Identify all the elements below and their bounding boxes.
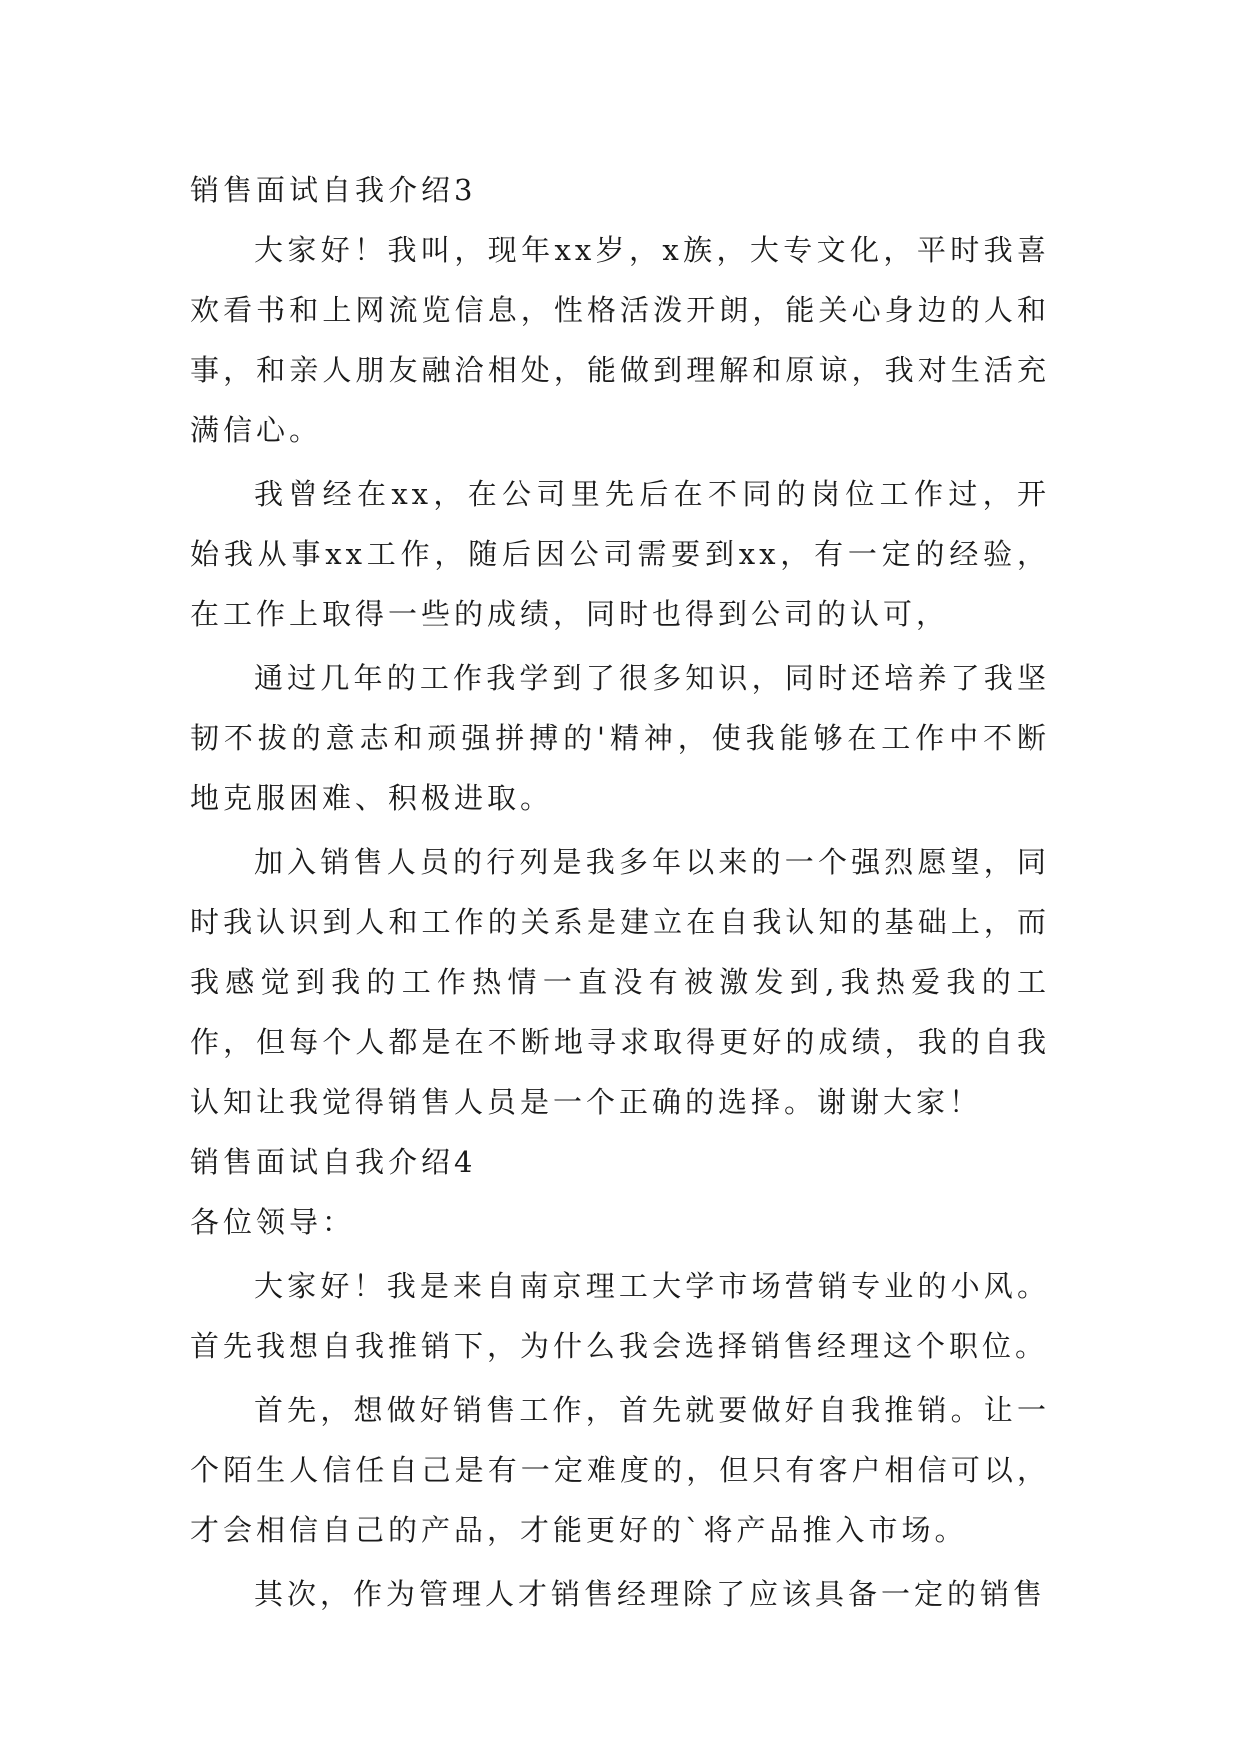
paragraph: 大家好！我叫，现年xx岁，x族，大专文化，平时我喜欢看书和上网流览信息，性格活泼开朗，能关心身边的人和事，和亲人朋友融洽相处，能做到理解和原谅，我对生活充满信心。 xyxy=(190,233,1050,447)
section-intro-4 xyxy=(190,1132,1050,1624)
section-title: 销售面试自我介绍3 xyxy=(190,173,477,207)
paragraph: 加入销售人员的行列是我多年以来的一个强烈愿望，同时我认识到人和工作的关系是建立在自我认知的基础上，而我感觉到我的工作热情一直没有被激发到,我热爱我的工作，但每个人都是在不断地寻求取得更好的成绩，我的自我认知让我觉得销售人员是一个正确的选择。谢谢大家！ xyxy=(190,845,1050,1119)
section-title: 销售面试自我介绍4 xyxy=(190,1145,477,1179)
section-intro-3 xyxy=(190,160,1050,1132)
document-body xyxy=(190,160,1050,1624)
paragraph: 首先，想做好销售工作，首先就要做好自我推销。让一个陌生人信任自己是有一定难度的，但只有客户相信可以，才会相信自己的产品，才能更好的`将产品推入市场。 xyxy=(190,1393,1050,1547)
paragraph: 通过几年的工作我学到了很多知识，同时还培养了我坚韧不拔的意志和顽强拼搏的'精神，使我能够在工作中不断地克服困难、积极进取。 xyxy=(190,661,1050,815)
paragraph: 其次，作为管理人才销售经理除了应该具备一定的销售 xyxy=(254,1577,1047,1611)
paragraph: 我曾经在xx，在公司里先后在不同的岗位工作过，开始我从事xx工作，随后因公司需要到xx，有一定的经验，在工作上取得一些的成绩，同时也得到公司的认可， xyxy=(190,477,1050,631)
paragraph: 大家好！我是来自南京理工大学市场营销专业的小风。首先我想自我推销下，为什么我会选择销售经理这个职位。 xyxy=(190,1269,1050,1363)
salutation: 各位领导： xyxy=(190,1205,356,1239)
